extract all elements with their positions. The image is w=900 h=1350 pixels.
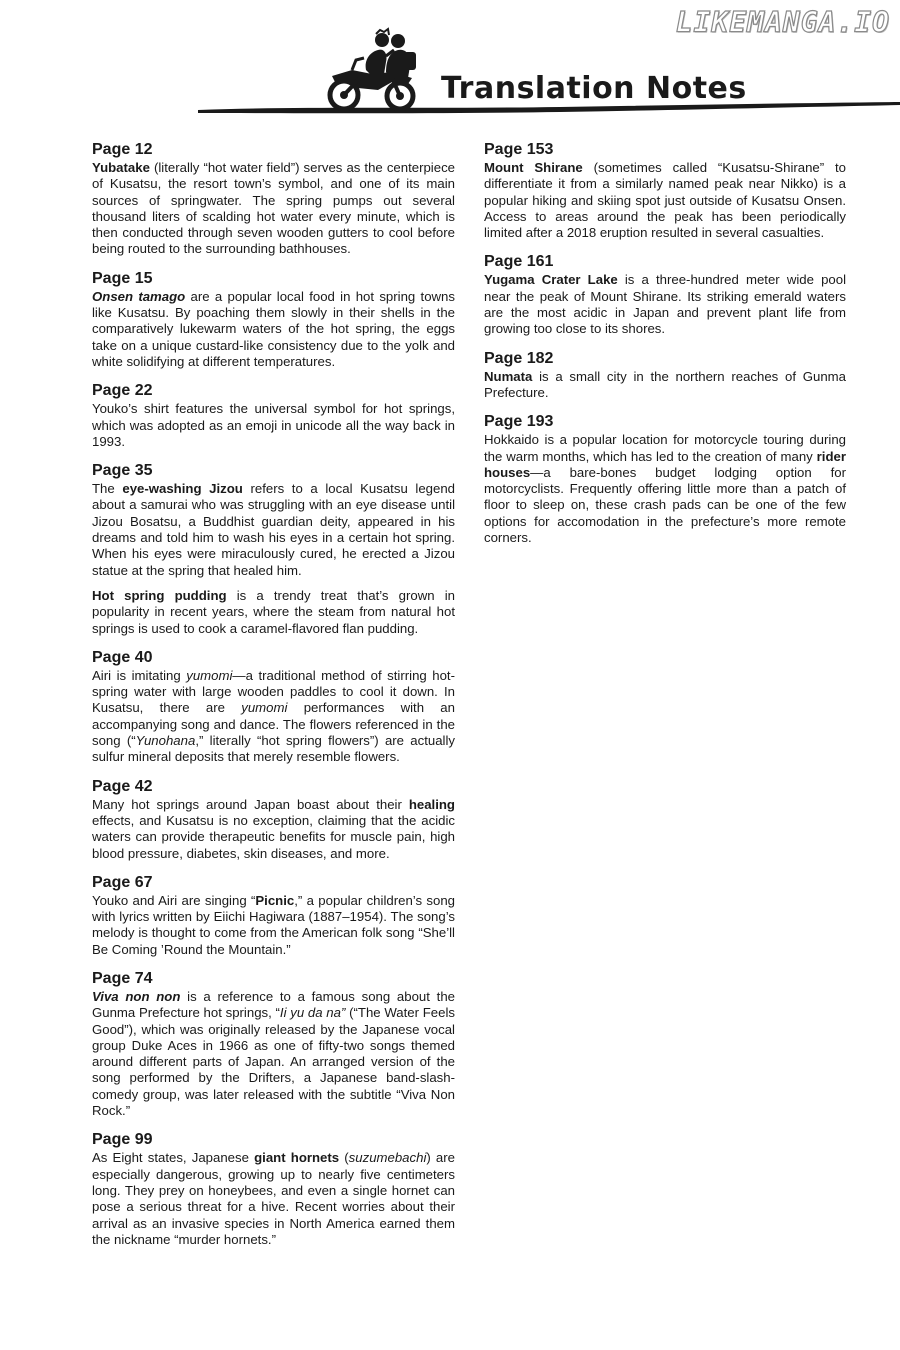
note-page-heading: Page 42 xyxy=(92,777,153,795)
note-term: Numata xyxy=(484,368,533,384)
note-page-heading: Page 22 xyxy=(92,382,153,400)
note-text: suzumebachi xyxy=(348,1150,427,1166)
note-term: rider houses xyxy=(484,448,846,480)
note-text: —a traditional method of stirring hot-spring water with large wooden paddles to cool it down. In Kusatsu, there are xyxy=(92,667,455,716)
note-paragraph xyxy=(92,289,455,370)
note-paragraph xyxy=(92,160,455,258)
note-paragraph xyxy=(484,369,846,402)
note-text: ) are especially dangerous, growing up to nearly five centimeters long. They prey on honeybees, and even a single hornet can pose a serious threat for a hive. Recent worries about their arrival as an invasive species in North America earned them the nickname “murder hornets.” xyxy=(92,1150,455,1247)
note-paragraph xyxy=(92,1150,455,1248)
note-text: (sometimes called “Kusatsu-Shirane” to differentiate it from a similarly named peak near Nikko) is a popular hiking and skiing spot just outside of Kusatsu Onsen. Access to areas around the peak has been periodically limited after a 2018 eruption resulted in several casualties. xyxy=(484,160,846,241)
note-paragraph xyxy=(92,989,455,1119)
note-term: Hot spring pudding xyxy=(92,587,227,603)
note-text: The xyxy=(92,481,123,497)
note-term: Picnic xyxy=(255,892,295,908)
note-text: are a popular local food in hot spring towns like Kusatsu. By poaching them slowly in their shells in the comparatively lukewarm waters of the hot spring, the eggs take on a unique custard-like consistency due to the yolk and white solidifying at different temperatures. xyxy=(92,288,455,369)
note-page-heading: Page 161 xyxy=(484,253,554,271)
page-title: Translation Notes xyxy=(441,71,747,106)
note-paragraph xyxy=(92,401,455,450)
note-page-heading: Page 99 xyxy=(92,1131,153,1149)
note-text: As Eight states, Japanese xyxy=(92,1150,255,1166)
note-text: is a three-hundred meter wide pool near the peak of Mount Shirane. Its striking emerald waters are the most acidic in Japan and prevent plant life from growing too close to its shores. xyxy=(484,272,847,337)
note-paragraph xyxy=(484,272,846,337)
note-section xyxy=(92,381,455,450)
note-text: is a trendy treat that’s grown in popularity in recent years, where the steam from natural hot springs is used to cook a caramel-flavored flan pudding. xyxy=(92,587,456,636)
note-text: (literally “hot water field”) serves as the centerpiece of Kusatsu, the resort town’s symbol, and one of its main sources of springwater. The spring pumps out several thousand liters of scalding hot water every minute, which is then conducted through seven wooden gutters to cool before being routed to the surrounding bathhouses. xyxy=(92,160,455,257)
note-page-heading: Page 74 xyxy=(92,969,153,987)
note-section xyxy=(92,969,455,1119)
note-section xyxy=(92,140,455,258)
note-paragraph xyxy=(484,432,846,546)
note-term: giant hornets xyxy=(254,1150,340,1166)
note-page-heading: Page 40 xyxy=(92,648,153,666)
note-section xyxy=(92,269,455,370)
note-text: ( xyxy=(339,1150,349,1166)
note-term: eye-washing Jizou xyxy=(122,481,243,497)
note-paragraph xyxy=(92,797,455,862)
note-text: yumomi xyxy=(241,700,288,716)
left-notes-column xyxy=(92,140,455,1259)
note-section xyxy=(484,412,846,546)
note-term: healing xyxy=(408,796,455,812)
note-text: Youko and Airi are singing “ xyxy=(92,892,256,908)
note-section xyxy=(92,648,455,766)
note-section xyxy=(484,349,846,402)
note-section xyxy=(484,140,846,241)
note-text: refers to a local Kusatsu legend about a samurai who was struggling with an eye disease until Jizou Bosatsu, a Buddhist guardian deity, appeared in his dreams and told him to wash his eyes in a certain hot spring. When his eyes were miraculously cured, he erected a Jizou statue at the spring that healed him. xyxy=(92,481,455,578)
note-section xyxy=(92,461,455,637)
note-text: ,” literally “hot spring flowers”) are actually sulfur mineral deposits that merely resemble flowers. xyxy=(92,733,456,765)
note-text: Youko’s shirt features the universal symbol for hot springs, which was adopted as an emoji in unicode all the way back in 1993. xyxy=(92,401,455,449)
note-term: Yubatake xyxy=(92,160,150,175)
note-text: (“The Water Feels Good”), which was originally released by the Japanese vocal group Duke Aces in 1966 as one of fifty-two songs themed around different parts of Japan. An arranged version of the song performed by the Drifters, a Japanese band-slash-comedy group, was later released with the subtitle “Viva Non Rock.” xyxy=(92,1005,456,1119)
note-paragraph xyxy=(92,481,455,579)
note-text: —a bare-bones budget lodging option for motorcyclists. Frequently offering little more than a patch of floor to sleep on, these crash pads can be one of the few options for accomodation in the prefecture’s more remote corners. xyxy=(484,464,846,546)
note-term: Viva non non xyxy=(92,988,181,1004)
note-text: Many hot springs around Japan boast about their xyxy=(92,796,409,812)
note-section xyxy=(92,777,455,862)
note-text: Airi is imitating xyxy=(92,667,187,683)
note-paragraph xyxy=(92,893,455,958)
note-term: Onsen tamago xyxy=(92,288,186,304)
note-section xyxy=(484,252,846,337)
note-paragraph xyxy=(92,588,455,637)
note-text: yumomi xyxy=(186,667,233,683)
page-header xyxy=(0,26,900,126)
note-paragraph xyxy=(92,668,455,766)
note-text: Yunohana xyxy=(135,733,196,749)
note-text: effects, and Kusatsu is no exception, claiming that the acidic waters can provide therapeutic benefits for muscle pain, high blood pressure, diabetes, skin diseases, and more. xyxy=(92,812,455,861)
note-text: is a reference to a famous song about the Gunma Prefecture hot springs, “ xyxy=(92,988,455,1021)
note-text: Hokkaido is a popular location for motorcycle touring during the warm months, which has led to the creation of many xyxy=(484,432,846,464)
note-page-heading: Page 153 xyxy=(484,141,554,158)
note-page-heading: Page 193 xyxy=(484,413,554,431)
note-section xyxy=(92,873,455,958)
note-section xyxy=(92,1130,455,1248)
note-page-heading: Page 182 xyxy=(484,349,554,367)
watermark: LIKEMANGA.IO xyxy=(675,6,890,39)
note-page-heading: Page 67 xyxy=(92,873,153,891)
note-text: ,” a popular children’s song with lyrics written by Eiichi Hagiwara (1887–1954). The song’s melody is thought to come from the American folk song “She’ll Be Coming ’Round the Mountain.” xyxy=(92,892,455,957)
note-page-heading: Page 15 xyxy=(92,269,153,287)
note-term: Yugama Crater Lake xyxy=(484,272,618,288)
note-page-heading: Page 12 xyxy=(92,141,153,158)
note-page-heading: Page 35 xyxy=(92,462,153,480)
right-notes-column xyxy=(484,140,846,557)
note-term: Mount Shirane xyxy=(484,160,583,175)
note-text: is a small city in the northern reaches of Gunma Prefecture. xyxy=(484,368,846,400)
note-text: performances with an accompanying song and dance. The flowers referenced in the song (“ xyxy=(92,700,455,749)
note-text: Ii yu da na” xyxy=(279,1005,346,1021)
note-paragraph xyxy=(484,160,846,241)
